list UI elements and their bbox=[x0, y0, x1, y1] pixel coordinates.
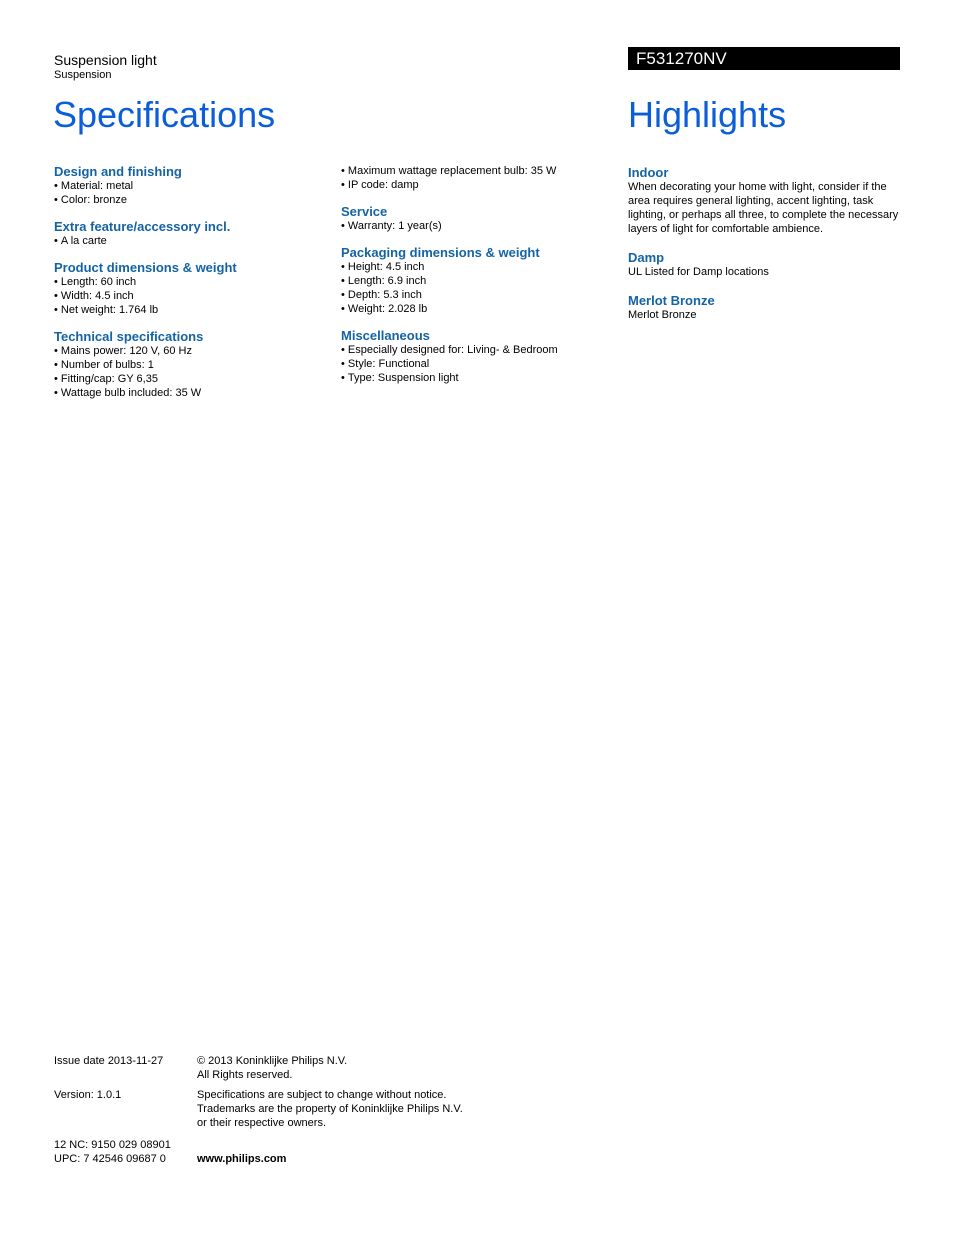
spec-item: • Length: 6.9 inch bbox=[341, 274, 611, 288]
highlight-text: Merlot Bronze bbox=[628, 309, 697, 321]
highlight-merlot-bronze bbox=[628, 293, 903, 322]
highlight-text: When decorating your home with light, consider if the area requires general lighting, accent lighting, task lighting, or perhaps all three, to complete the necessary layers of light for comfortable ambience. bbox=[628, 181, 899, 235]
spec-item: • Number of bulbs: 1 bbox=[54, 358, 324, 372]
product-type: Suspension light bbox=[54, 52, 157, 68]
copyright-line-2: All Rights reserved. bbox=[197, 1069, 293, 1081]
specs-column-2 bbox=[341, 164, 611, 397]
spec-item: • Type: Suspension light bbox=[341, 371, 611, 385]
spec-item: • Net weight: 1.764 lb bbox=[54, 303, 324, 317]
spec-item: • A la carte bbox=[54, 234, 324, 248]
notice-line-1: Specifications are subject to change without notice. bbox=[197, 1089, 447, 1101]
highlight-damp bbox=[628, 250, 903, 279]
copyright-line-1: © 2013 Koninklijke Philips N.V. bbox=[197, 1055, 348, 1067]
spec-section-service bbox=[341, 204, 611, 233]
spec-item: • Especially designed for: Living- & Bedroom bbox=[341, 343, 611, 357]
notice-line-3: or their respective owners. bbox=[197, 1117, 326, 1129]
spec-section-title: Product dimensions & weight bbox=[54, 260, 237, 275]
product-subtype: Suspension bbox=[54, 69, 112, 81]
spec-section-extra bbox=[54, 219, 324, 248]
spec-item: • Material: metal bbox=[54, 179, 324, 193]
spec-section-title: Technical specifications bbox=[54, 329, 204, 344]
spec-section-design bbox=[54, 164, 324, 207]
spec-item: • Weight: 2.028 lb bbox=[341, 302, 611, 316]
spec-item: • Mains power: 120 V, 60 Hz bbox=[54, 344, 324, 358]
spec-section-technical bbox=[54, 329, 324, 400]
spec-item: • Width: 4.5 inch bbox=[54, 289, 324, 303]
highlight-indoor bbox=[628, 165, 903, 236]
spec-item: • Height: 4.5 inch bbox=[341, 260, 611, 274]
spec-item: • Maximum wattage replacement bulb: 35 W bbox=[341, 164, 611, 178]
highlight-text: UL Listed for Damp locations bbox=[628, 266, 769, 278]
spec-section-product-dimensions bbox=[54, 260, 324, 317]
website-link[interactable]: www.philips.com bbox=[197, 1153, 287, 1165]
spec-section-title: Service bbox=[341, 204, 388, 219]
spec-item: • Depth: 5.3 inch bbox=[341, 288, 611, 302]
spec-section-title: Extra feature/accessory incl. bbox=[54, 219, 231, 234]
specifications-title: Specifications bbox=[53, 94, 276, 135]
spec-item: • Warranty: 1 year(s) bbox=[341, 219, 611, 233]
spec-item: • Wattage bulb included: 35 W bbox=[54, 386, 324, 400]
nc-code: 12 NC: 9150 029 08901 bbox=[54, 1139, 171, 1151]
spec-section-title: Miscellaneous bbox=[341, 328, 430, 343]
issue-date: Issue date 2013-11-27 bbox=[54, 1055, 164, 1067]
spec-section-miscellaneous bbox=[341, 328, 611, 385]
highlight-title: Merlot Bronze bbox=[628, 293, 715, 308]
spec-item: • Fitting/cap: GY 6,35 bbox=[54, 372, 324, 386]
spec-section-title: Design and finishing bbox=[54, 164, 182, 179]
model-number-bar: F531270NV bbox=[628, 47, 900, 70]
spec-section-technical-continued bbox=[341, 164, 611, 192]
highlights-column bbox=[628, 165, 903, 336]
spec-item: • Style: Functional bbox=[341, 357, 611, 371]
spec-section-packaging bbox=[341, 245, 611, 316]
spec-item: • Color: bronze bbox=[54, 193, 324, 207]
notice-line-2: Trademarks are the property of Koninklijke Philips N.V. bbox=[197, 1103, 463, 1115]
highlight-title: Indoor bbox=[628, 165, 669, 180]
highlights-title: Highlights bbox=[628, 94, 787, 135]
spec-item: • Length: 60 inch bbox=[54, 275, 324, 289]
upc-code: UPC: 7 42546 09687 0 bbox=[54, 1153, 166, 1165]
highlight-title: Damp bbox=[628, 250, 665, 265]
spec-section-title: Packaging dimensions & weight bbox=[341, 245, 540, 260]
specs-column-1 bbox=[54, 164, 324, 412]
version: Version: 1.0.1 bbox=[54, 1089, 122, 1101]
spec-item: • IP code: damp bbox=[341, 178, 611, 192]
